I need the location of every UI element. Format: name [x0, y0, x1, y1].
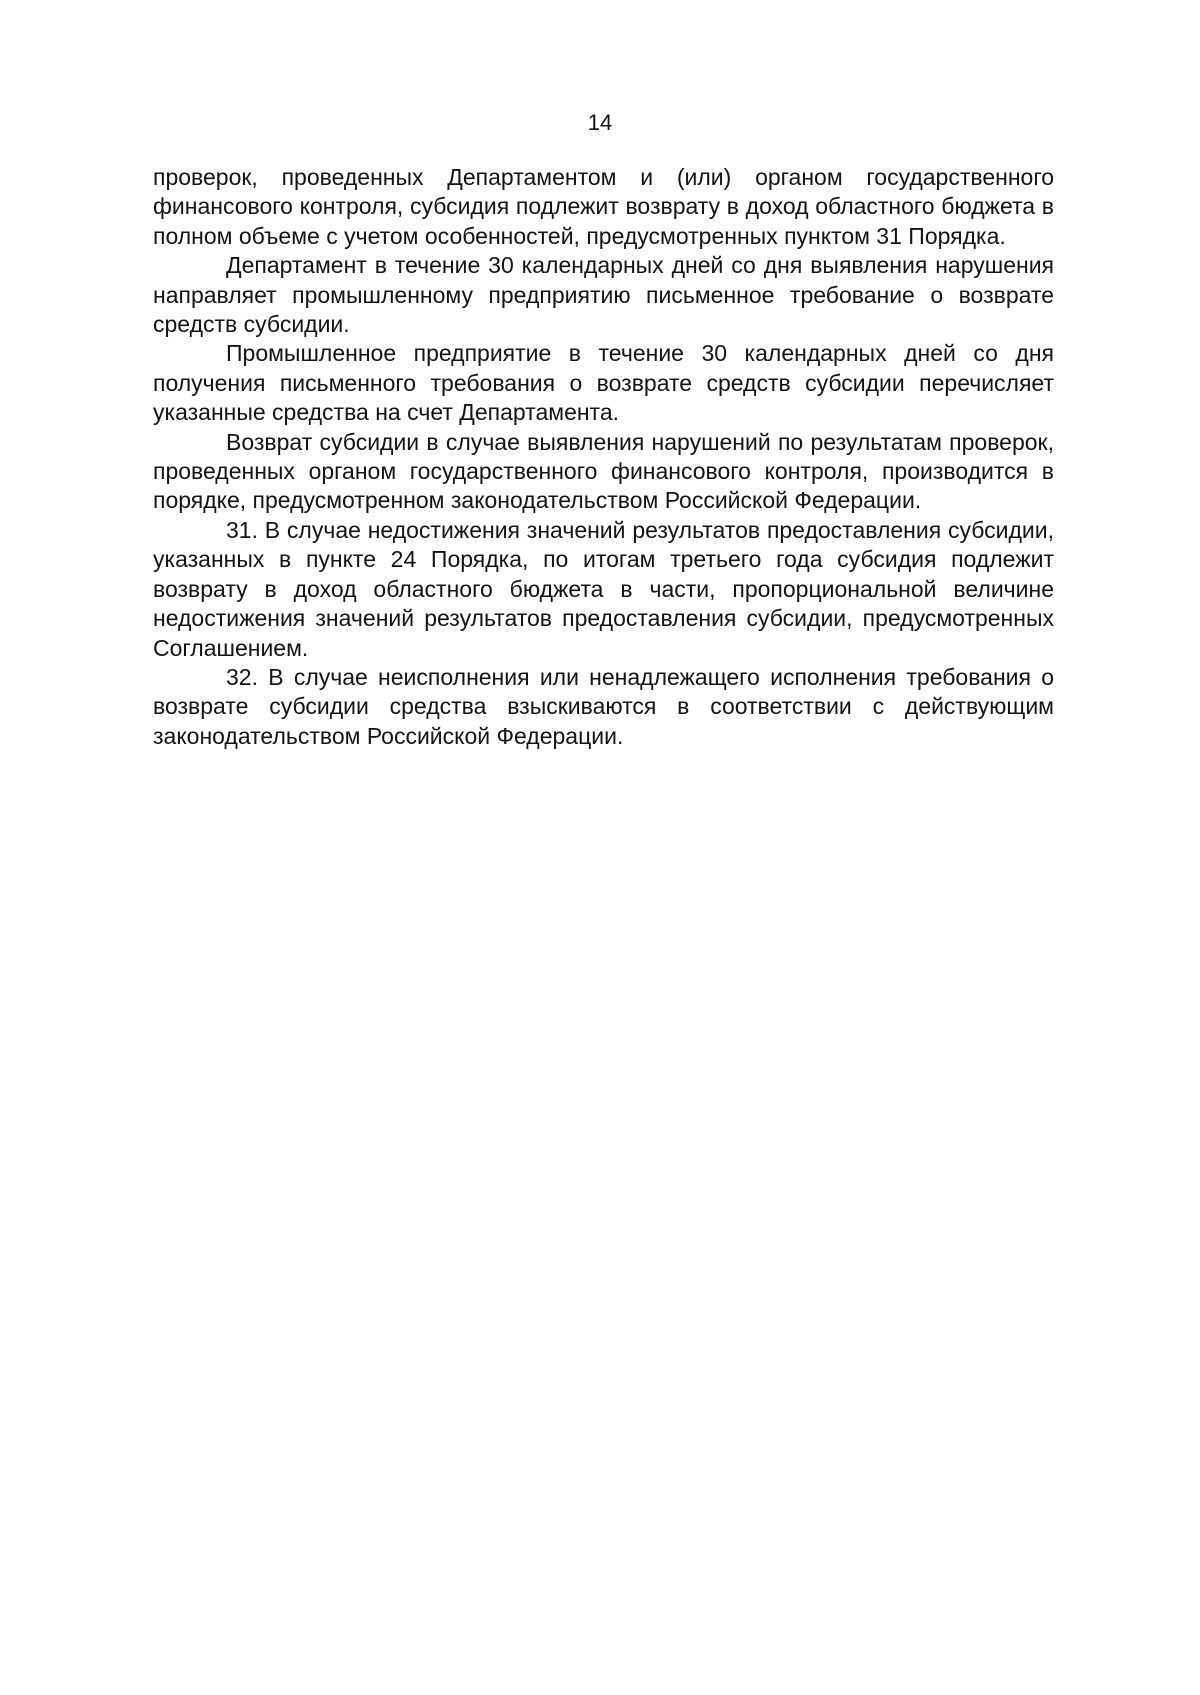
paragraph-department-notice: Департамент в течение 30 календарных дней со дня выявления нарушения направляет промышленному предприятию письменное требование о возврате средств субсидии. [153, 252, 1054, 338]
paragraph-refund-procedure: Возврат субсидии в случае выявления нарушений по результатам проверок, проведенных органом государственного финансового контроля, производится в порядке, предусмотренном законодательством Российской Федерации. [153, 428, 1054, 514]
page-number: 14 [587, 110, 613, 135]
document-body [153, 163, 1054, 751]
paragraph-clause-32: 32. В случае неисполнения или ненадлежащего исполнения требования о возврате субсидии средства взыскиваются в соответствии с действующим законодательством Российской Федерации. [153, 663, 1054, 749]
paragraph-continuation: проверок, проведенных Департаментом и (или) органом государственного финансового контроля, субсидия подлежит возврату в доход областного бюджета в полном объеме с учетом особенностей, предусмотренных пунктом 31 Порядка. [153, 164, 1054, 249]
paragraph-clause-31: 31. В случае недостижения значений результатов предоставления субсидии, указанных в пункте 24 Порядка, по итогам третьего года субсидия подлежит возврату в доход областного бюджета в части, пропорциональной величине недостижения значений результатов предоставления субсидии, предусмотренных Соглашением. [153, 516, 1054, 661]
paragraph-enterprise-transfer: Промышленное предприятие в течение 30 календарных дней со дня получения письменного требования о возврате средств субсидии перечисляет указанные средства на счет Департамента. [153, 340, 1054, 426]
